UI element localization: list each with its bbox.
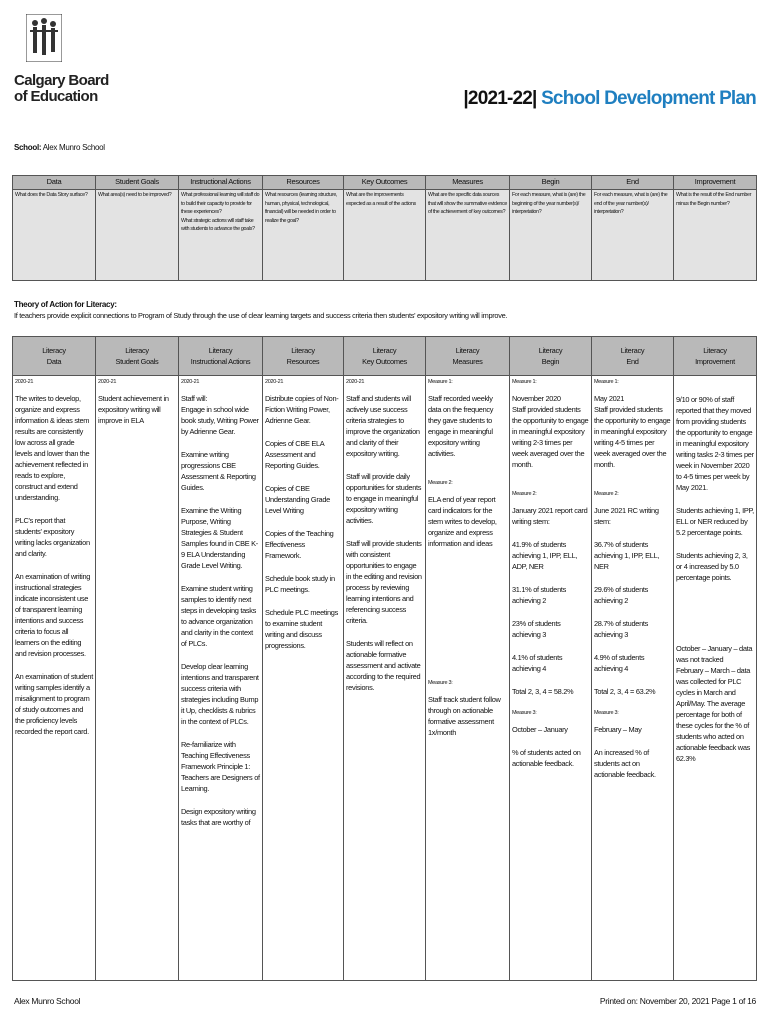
begin-text: 41.9% of students achieving 1, IPP, ELL, ADP, NER	[512, 540, 578, 571]
end-text: June 2021 RC writing stem:	[594, 506, 659, 526]
improvement-text: Students achieving 2, 3, or 4 increased by 5.0 percentage points.	[676, 551, 748, 582]
template-cell: What resources (learning structure, human, physical, technological, financial) will be needed in order to realize the goal?	[263, 190, 344, 281]
literacy-table	[12, 336, 757, 981]
improvement-text: Students achieving 1, IPP, ELL or NER reduced by 5.2 percentage points.	[676, 506, 754, 537]
measure-label: Measure 3:	[512, 710, 537, 716]
title-text: School Development Plan	[541, 88, 756, 109]
improvement-text: October – January – data was not tracked February – March – data was collected for PLC cycles in March and April/May. The average percentage for both of these cycles for the % of students who acted on actionable feedback was 62.3%	[676, 644, 753, 763]
literacy-header: Literacy Improvement	[674, 337, 757, 376]
measure-text: Staff recorded weekly data on the frequency they gave students to engage in meaningful expository writing activities.	[428, 394, 494, 458]
begin-text: 23% of students achieving 3	[512, 619, 561, 639]
literacy-header: Literacy Student Goals	[96, 337, 179, 376]
begin-text: Staff provided students the opportunity to engage in meaningful expository writing 2-3 times per week averaged over the month.	[512, 405, 589, 469]
measure-label: Measure 1:	[428, 379, 453, 385]
theory-of-action	[14, 300, 507, 320]
logo-line-1: Calgary Board	[14, 72, 109, 89]
literacy-header: Literacy Key Outcomes	[344, 337, 426, 376]
measure-label: Measure 3:	[428, 680, 453, 686]
begin-text: October – January	[512, 725, 568, 734]
template-header: Begin	[510, 176, 592, 190]
literacy-header: Literacy Begin	[510, 337, 592, 376]
cbe-logo	[14, 14, 109, 105]
outcomes-paragraph: Staff and students will actively use success criteria strategies to improve the organization and clarity of their expository writing.	[346, 394, 420, 458]
measure-text: ELA end of year report card indicators for the stem writes to develop, organize and express information and ideas	[428, 495, 497, 548]
template-header: Resources	[263, 176, 344, 190]
actions-paragraph: Examine writing progressions CBE Assessment & Reporting Guides.	[181, 450, 256, 492]
end-text: Total 2, 3, 4 = 63.2%	[594, 687, 656, 696]
literacy-data-cell	[13, 376, 96, 981]
year-label: 2020-21	[15, 379, 34, 385]
end-text: 36.7% of students achieving 1, IPP, ELL, NER	[594, 540, 660, 571]
resources-paragraph: Copies of the Teaching Effectiveness Framework.	[265, 529, 334, 560]
template-header: End	[592, 176, 674, 190]
template-header-row	[13, 176, 757, 190]
resources-paragraph: Copies of CBE Understanding Grade Level Writing	[265, 484, 330, 515]
measure-label: Measure 1:	[594, 379, 619, 385]
year-label: 2020-21	[346, 379, 365, 385]
begin-text: 31.1% of students achieving 2	[512, 585, 567, 605]
end-text: May 2021	[594, 394, 625, 403]
measure-label: Measure 2:	[594, 491, 619, 497]
literacy-actions-cell	[179, 376, 263, 981]
literacy-header: Literacy End	[592, 337, 674, 376]
goals-paragraph: Student achievement in expository writing will improve in ELA	[98, 394, 169, 425]
literacy-header: Literacy Resources	[263, 337, 344, 376]
actions-paragraph: Engage in school wide book study, Writing Power by Adrienne Gear.	[181, 405, 259, 436]
logo-line-2: of Education	[14, 88, 98, 105]
measure-label: Measure 2:	[428, 480, 453, 486]
literacy-begin-cell	[510, 376, 592, 981]
school-line	[14, 143, 105, 152]
template-cell: For each measure, what is (are) the end of the year number(s)/ interpretation?	[592, 190, 674, 281]
literacy-header: Literacy Data	[13, 337, 96, 376]
template-cell: What are the improvements expected as a result of the actions	[344, 190, 426, 281]
template-cell: What area(s) need to be improved?	[96, 190, 179, 281]
page-title	[463, 88, 756, 110]
measure-label: Measure 3:	[594, 710, 619, 716]
begin-text: 4.1% of students achieving 4	[512, 653, 563, 673]
outcomes-paragraph: Students will reflect on actionable formative assessment and activate according to the required revisions.	[346, 639, 421, 692]
template-header: Improvement	[674, 176, 757, 190]
end-text: 29.6% of students achieving 2	[594, 585, 649, 605]
literacy-header: Literacy Instructional Actions	[179, 337, 263, 376]
template-cell: What is the result of the End number minus the Begin number?	[674, 190, 757, 281]
literacy-body-row	[13, 376, 757, 981]
begin-text: November 2020	[512, 394, 561, 403]
begin-text: % of students acted on actionable feedback.	[512, 748, 581, 768]
begin-text: January 2021 report card writing stem:	[512, 506, 588, 526]
footer-school: Alex Munro School	[14, 996, 81, 1006]
begin-text: Total 2, 3, 4 = 58.2%	[512, 687, 574, 696]
logo-text	[14, 72, 109, 105]
template-cell: What does the Data Story surface?	[13, 190, 96, 281]
year-label: 2020-21	[98, 379, 117, 385]
literacy-improvement-cell	[674, 376, 757, 981]
end-text: February – May	[594, 725, 642, 734]
resources-paragraph: Distribute copies of Non-Fiction Writing Power, Adrienne Gear.	[265, 394, 339, 425]
outcomes-paragraph: Staff will provide students with consistent opportunities to engage in the editing and revision process by reviewing learning intentions and referencing success criteria.	[346, 539, 422, 625]
template-cell: What are the specific data sources that will show the summative evidence of the achievement of key outcomes?	[426, 190, 510, 281]
outcomes-paragraph: Staff will provide daily opportunities for students to engage in meaningful expository writing activities.	[346, 472, 422, 525]
data-paragraph: An examination of writing instructional strategies indicate inconsistent use of transparent learning intentions and success criteria to focus all learners on the editing and revision processes.	[15, 572, 91, 658]
actions-paragraph: Design expository writing tasks that are worthy of	[181, 807, 256, 827]
template-header: Instructional Actions	[179, 176, 263, 190]
measure-label: Measure 2:	[512, 491, 537, 497]
template-body-row	[13, 190, 757, 281]
data-paragraph: An examination of student writing samples identify a misalignment to program of study outcomes and the proficiency levels recorded the report card.	[15, 672, 93, 736]
template-header: Data	[13, 176, 96, 190]
end-text: 28.7% of students achieving 3	[594, 619, 649, 639]
school-label: School:	[14, 143, 42, 152]
school-name: Alex Munro School	[42, 143, 105, 152]
resources-paragraph: Schedule book study in PLC meetings.	[265, 574, 335, 594]
literacy-end-cell	[592, 376, 674, 981]
template-header: Key Outcomes	[344, 176, 426, 190]
measure-text: Staff track student follow through on actionable formative assessment 1x/month	[428, 695, 501, 737]
actions-paragraph: Develop clear learning intentions and transparent success criteria with strategies including Bump it Up, checklists & rubrics in the context of PLCs.	[181, 662, 259, 726]
resources-paragraph: Copies of CBE ELA Assessment and Reporting Guides.	[265, 439, 324, 470]
theory-heading: Theory of Action for Literacy:	[14, 300, 117, 309]
footer-printed: Printed on: November 20, 2021 Page 1 of 16	[599, 996, 756, 1006]
theory-body: If teachers provide explicit connections to Program of Study through the use of clear learning targets and success criteria then students' expository writing will improve.	[14, 311, 508, 320]
cbe-people-icon	[26, 14, 62, 62]
literacy-header-row	[13, 337, 757, 376]
end-text: Staff provided students the opportunity to engage in meaningful expository writing 4-5 times per week averaged over the month.	[594, 405, 671, 469]
end-text: 4.9% of students achieving 4	[594, 653, 645, 673]
literacy-resources-cell	[263, 376, 344, 981]
template-cell: What professional learning will staff do to build their capacity to provide for these experiences? What strategic actions will staff take with students to advance the goals?	[179, 190, 263, 281]
template-header: Measures	[426, 176, 510, 190]
resources-paragraph: Schedule PLC meetings to examine student writing and discuss progressions.	[265, 608, 338, 650]
actions-paragraph: Re-familiarize with Teaching Effectiveness Framework Principle 1: Teachers are Designers of Learning.	[181, 740, 260, 793]
actions-paragraph: Examine student writing samples to identify next steps in developing tasks to advance organization and clarity in the context of PLCs.	[181, 584, 257, 648]
year-label: 2020-21	[181, 379, 200, 385]
data-paragraph: PLC's report that students' expository writing lacks organization and clarity.	[15, 516, 90, 558]
actions-paragraph: Examine the Writing Purpose, Writing Strategies & Student Samples found in CBE K-9 ELA Understanding Grade Level Writing.	[181, 506, 258, 570]
measure-label: Measure 1:	[512, 379, 537, 385]
literacy-measures-cell	[426, 376, 510, 981]
data-paragraph: The writes to develop, organize and express information & ideas stem results are consistently low across all grade levels and lower than the achievement reflected in reads to explore, construct and extend understanding.	[15, 394, 90, 502]
template-table	[12, 175, 757, 281]
year-label: 2020-21	[265, 379, 284, 385]
end-text: An increased % of students act on actionable feedback.	[594, 748, 656, 779]
template-cell: For each measure, what is (are) the beginning of the year number(s)/ interpretation?	[510, 190, 592, 281]
actions-heading: Staff will:	[181, 394, 208, 403]
literacy-header: Literacy Measures	[426, 337, 510, 376]
literacy-goals-cell	[96, 376, 179, 981]
improvement-text: 9/10 or 90% of staff reported that they moved from providing students the opportunity to engage in meaningful expository writing tasks 2-3 times per week in November 2020 to 4-5 times per week by May 2021.	[676, 395, 754, 492]
template-header: Student Goals	[96, 176, 179, 190]
title-year: |2021-22|	[463, 88, 537, 109]
literacy-outcomes-cell	[344, 376, 426, 981]
